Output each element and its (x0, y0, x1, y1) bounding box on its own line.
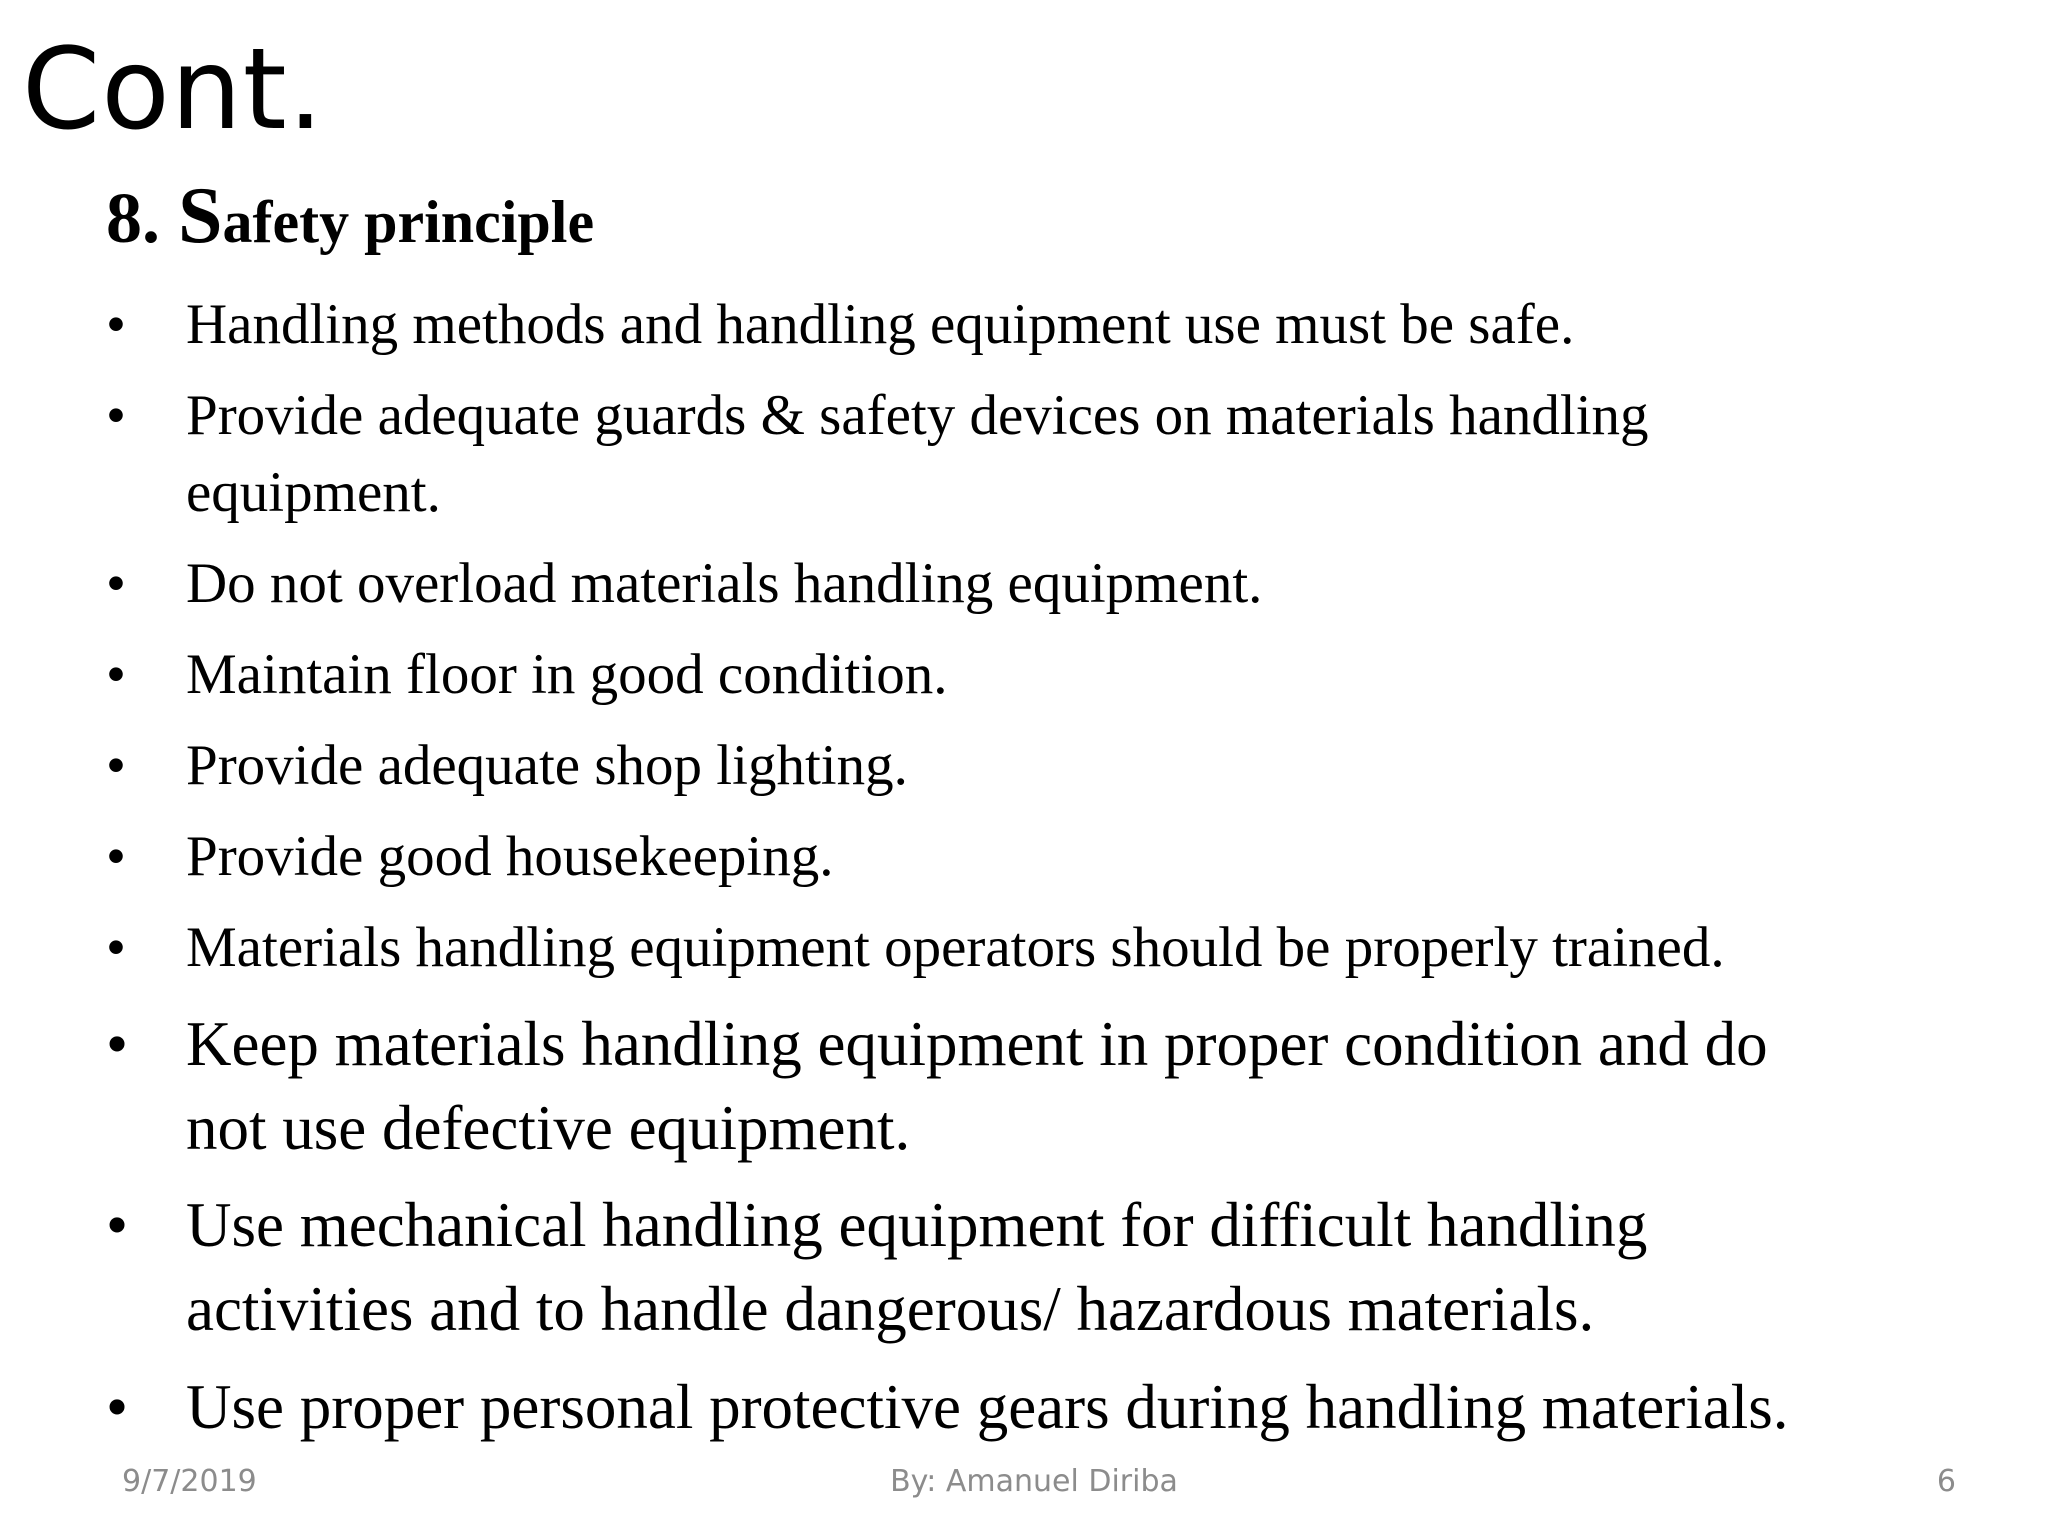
bullet-text: Provide adequate shop lighting. (186, 734, 908, 797)
footer-page-number: 6 (1936, 1464, 1956, 1499)
section-title-rest: afety principle (222, 189, 595, 255)
bullet-glyph: • (106, 916, 126, 979)
section-initial: S (178, 172, 223, 260)
bullet-text: Handling methods and handling equipment use must be safe. (186, 293, 1575, 356)
bullet-text-continued: activities and to handle dangerous/ hazardous materials. (186, 1274, 1595, 1344)
footer-date: 9/7/2019 (122, 1464, 257, 1499)
bullet-text: Use proper personal protective gears during handling materials. (186, 1372, 1789, 1442)
bullet-text: Do not overload materials handling equipment. (186, 552, 1263, 615)
slide-title: Cont. (22, 25, 325, 155)
bullet-glyph: • (106, 1190, 129, 1260)
section-heading (106, 172, 595, 260)
bullet-glyph: • (106, 293, 126, 356)
bullet-glyph: • (106, 643, 126, 706)
bullet-glyph: • (106, 734, 126, 797)
bullet-text: Provide adequate guards & safety devices on materials handling (186, 384, 1649, 447)
bullet-text-continued: equipment. (186, 461, 441, 524)
bullet-text-continued: not use defective equipment. (186, 1093, 911, 1163)
bullet-text: Keep materials handling equipment in proper condition and do (186, 1009, 1768, 1079)
footer-author: By: Amanuel Diriba (890, 1464, 1178, 1499)
bullet-text: Materials handling equipment operators should be properly trained. (186, 916, 1725, 979)
bullet-glyph: • (106, 552, 126, 615)
bullet-glyph: • (106, 1009, 129, 1079)
section-number: 8. (106, 178, 178, 258)
bullet-glyph: • (106, 1372, 129, 1442)
bullet-text: Provide good housekeeping. (186, 825, 834, 888)
bullet-text: Use mechanical handling equipment for difficult handling (186, 1190, 1648, 1260)
bullet-text: Maintain floor in good condition. (186, 643, 948, 706)
bullet-glyph: • (106, 384, 126, 447)
bullet-glyph: • (106, 825, 126, 888)
